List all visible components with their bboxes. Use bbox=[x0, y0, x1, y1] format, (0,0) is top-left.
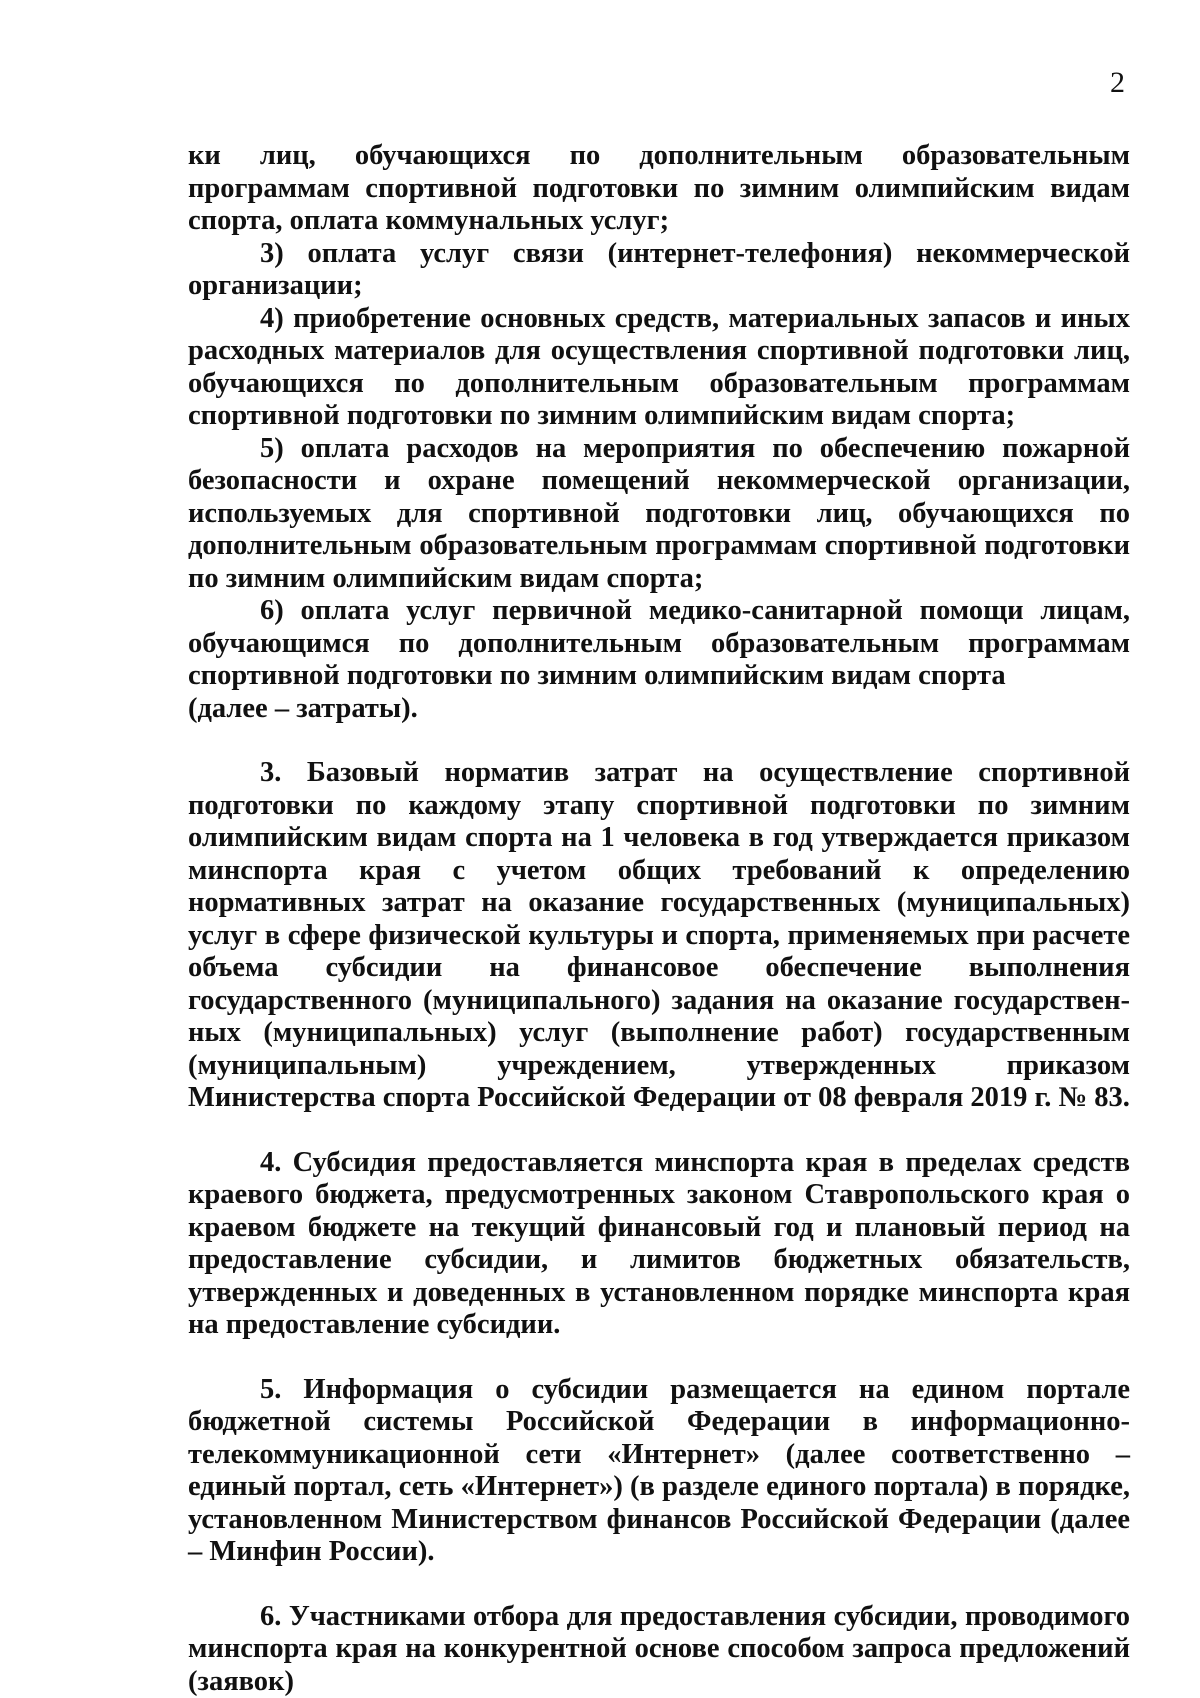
paragraph-clause-6: 6. Участниками отбора для предоставления субсидии, проводимого минспорта края на конкурентной основе способом запроса предложений (заявок) bbox=[188, 1601, 1130, 1698]
paragraph-item-4: 4) приобретение основных средств, материальных запасов и иных расходных материалов для осуществления спортивной подготовки лиц, обучающихся по дополнительным образовательным программам спортивной подготовки по зимним олимпийским видам спорта; bbox=[188, 303, 1130, 433]
paragraph-continuation-utilities: ки лиц, обучающихся по дополнительным образовательным программам спортивной подготовки по зимним олимпийским видам спорта, оплата коммунальных услуг; bbox=[188, 140, 1130, 238]
paragraph-clause-4: 4. Субсидия предоставляется минспорта края в пределах средств краевого бюджета, предусмотренных законом Ставропольского края о краевом бюджете на текущий финансовый год и плановый период на предоставление субсидии, и лимитов бюджетных обязательств, утвержденных и доведенных в установленном порядке минспорта края на предоставление субсидии. bbox=[188, 1147, 1130, 1342]
paragraph-clause-5: 5. Информация о субсидии размещается на едином портале бюджетной системы Российской Федерации в информационно-телекоммуникационной сети «Интернет» (далее соответственно – единый портал, сеть «Интернет») (в разделе единого портала) в порядке, установленном Министерством финансов Российской Федерации (далее – Минфин России). bbox=[188, 1374, 1130, 1569]
paragraph-clause-3: 3. Базовый норматив затрат на осуществление спортивной подготовки по каждому этапу спортивной подготовки по зимним олимпийским видам спорта на 1 человека в год утверждается приказом минспорта края с учетом общих требований к определению нормативных затрат на оказание государственных (муниципальных) услуг в сфере физической культуры и спорта, применяемых при расчете объема субсидии на финансовое обеспечение выполнения государственного (муниципального) задания на оказание государственных (муниципальных) услуг (выполнение работ) государственным (муниципальным) учреждением, утвержденных приказом Министерства спорта Российской Федерации от 08 февраля 2019 г. № 83. bbox=[188, 757, 1130, 1115]
paragraph-item-6: 6) оплата услуг первичной медико-санитарной помощи лицам, обучающимся по дополнительным образовательным программам спортивной подготовки по зимним олимпийским видам спорта bbox=[188, 595, 1130, 693]
document-body bbox=[188, 140, 1130, 1698]
paragraph-costs-definition: (далее – затраты). bbox=[188, 693, 1130, 726]
paragraph-item-5: 5) оплата расходов на мероприятия по обеспечению пожарной безопасности и охране помещений некоммерческой организации, используемых для спортивной подготовки лиц, обучающихся по дополнительным образовательным программам спортивной подготовки по зимним олимпийским видам спорта; bbox=[188, 433, 1130, 596]
page-number: 2 bbox=[1110, 68, 1125, 98]
paragraph-item-3: 3) оплата услуг связи (интернет-телефония) некоммерческой организации; bbox=[188, 238, 1130, 303]
